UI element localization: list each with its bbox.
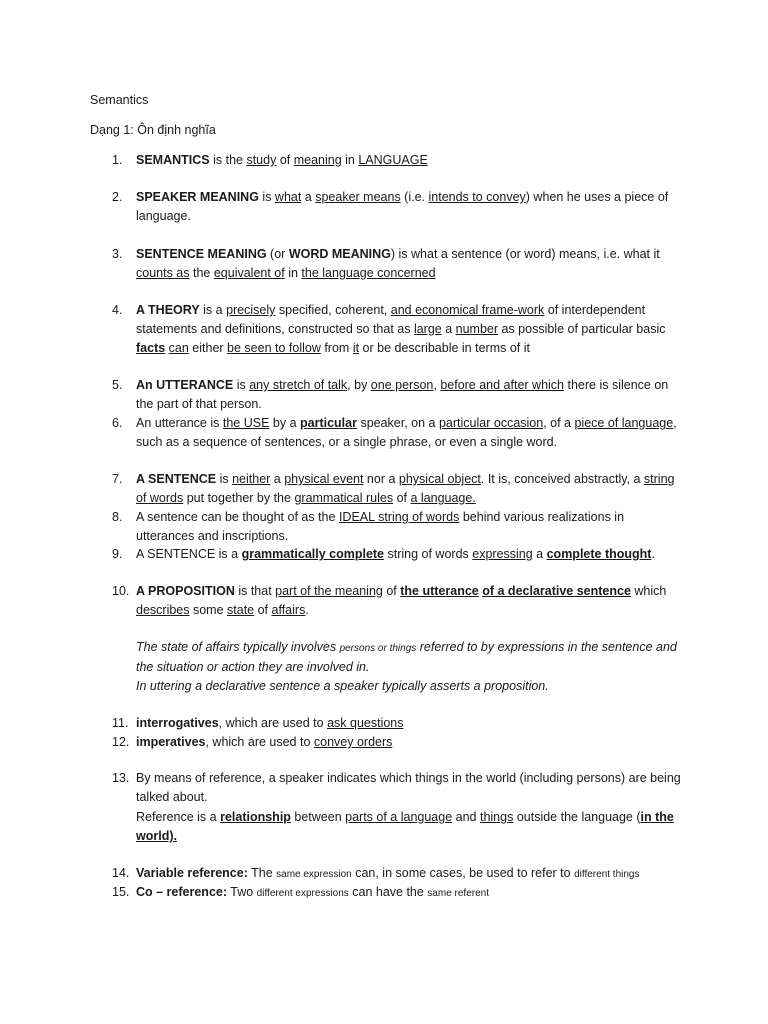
list-item-13 — [112, 769, 682, 807]
list-number: 3. — [112, 247, 123, 261]
text-segment: which — [630, 584, 667, 598]
text-segment: a — [532, 547, 547, 561]
text-segment: , — [433, 378, 441, 392]
list-item-8 — [112, 508, 682, 546]
text-segment: piece of language — [574, 416, 674, 430]
text-segment: any stretch of talk — [249, 378, 348, 392]
text-segment: WORD MEANING — [288, 247, 391, 261]
text-segment: is that — [234, 584, 276, 598]
text-segment: a — [270, 472, 285, 486]
text-segment: Co – reference: — [136, 885, 228, 899]
list-item-text — [136, 245, 682, 283]
text-segment: A THEORY — [136, 303, 200, 317]
text-segment: meaning — [293, 153, 342, 167]
text-segment: is — [258, 190, 275, 204]
text-segment: affairs — [271, 603, 306, 617]
text-segment: physical event — [284, 472, 364, 486]
text-segment: is a — [199, 303, 227, 317]
text-segment: A SENTENCE is a — [136, 547, 242, 561]
list-item-6 — [112, 414, 682, 452]
text-segment: same expression — [276, 869, 352, 880]
list-item-7 — [112, 470, 682, 508]
text-segment: the USE — [222, 416, 270, 430]
text-segment: in the world). — [136, 810, 674, 843]
text-segment: By means of reference, a speaker indicates which things in the world (including persons) are being talked about. — [136, 771, 681, 804]
text-segment: grammatical rules — [294, 491, 394, 505]
text-segment: persons or things — [339, 643, 417, 654]
list-item-12 — [112, 733, 682, 752]
document-title: Semantics — [90, 93, 149, 107]
text-segment: of — [393, 491, 411, 505]
list-item-text — [136, 470, 682, 508]
text-segment: precisely — [226, 303, 276, 317]
text-segment: An utterance is — [136, 416, 223, 430]
italic-note-2 — [136, 677, 696, 696]
text-segment: what — [274, 190, 302, 204]
text-segment: expressing — [472, 547, 533, 561]
list-number: 13. — [112, 771, 130, 785]
text-segment: neither — [232, 472, 271, 486]
text-segment: describes — [136, 603, 190, 617]
list-item-4 — [112, 301, 682, 358]
text-segment: it — [352, 341, 360, 355]
text-segment: put together by the — [183, 491, 295, 505]
list-number: 8. — [112, 510, 123, 524]
text-segment: speaker, on a — [356, 416, 439, 430]
list-number: 1. — [112, 153, 123, 167]
text-segment: A sentence can be thought of as the — [136, 510, 339, 524]
text-segment: in — [341, 153, 359, 167]
text-segment: imperatives — [136, 735, 206, 749]
text-segment: or be describable in terms of it — [359, 341, 530, 355]
text-segment: of interdependent statements and definitions, constructed so that as — [136, 303, 646, 336]
text-segment: one person — [370, 378, 434, 392]
list-item-14 — [112, 864, 682, 884]
list-item-text — [136, 188, 682, 226]
text-segment: study — [246, 153, 277, 167]
text-segment: , which are used to — [218, 716, 328, 730]
text-segment: same referent — [427, 888, 489, 899]
text-segment: speaker means — [315, 190, 401, 204]
list-item-3 — [112, 245, 682, 283]
list-number: 2. — [112, 190, 123, 204]
text-segment: the language concerned — [301, 266, 436, 280]
text-segment: of a declarative sentence — [482, 584, 631, 598]
text-segment: behind various realizations in utterances and inscriptions. — [136, 510, 625, 543]
text-segment: Variable reference: — [136, 866, 248, 880]
list-item-text — [136, 414, 682, 452]
list-item-text — [136, 714, 682, 733]
text-segment: Two — [227, 885, 257, 899]
text-segment: SEMANTICS — [136, 153, 210, 167]
text-segment: SENTENCE MEANING — [136, 247, 267, 261]
text-segment: string of words — [384, 547, 473, 561]
list-item-11 — [112, 714, 682, 733]
text-segment: , which are used to — [205, 735, 314, 749]
text-segment: state — [227, 603, 255, 617]
text-segment: is — [233, 378, 250, 392]
text-segment: string of words — [136, 472, 675, 505]
list-number: 7. — [112, 472, 123, 486]
list-number: 15. — [112, 885, 130, 899]
text-segment: relationship — [220, 810, 291, 824]
text-segment: between — [290, 810, 346, 824]
text-segment: parts of a language — [345, 810, 453, 824]
list-item-1 — [112, 151, 682, 170]
text-segment: some — [189, 603, 228, 617]
text-segment: is — [216, 472, 233, 486]
text-segment: convey orders — [313, 735, 393, 749]
text-segment: LANGUAGE — [358, 153, 428, 167]
text-segment: . — [305, 603, 309, 617]
list-item-text — [136, 508, 682, 546]
list-number: 11. — [112, 716, 129, 730]
list-item-text — [136, 545, 682, 564]
list-item-text — [136, 376, 682, 414]
text-segment: facts — [136, 341, 166, 355]
text-segment: a — [301, 190, 316, 204]
text-segment: can — [168, 341, 189, 355]
text-segment: particular — [300, 416, 357, 430]
list-item-text — [136, 733, 682, 752]
text-segment: , by — [347, 378, 371, 392]
text-segment: be seen to follow — [227, 341, 321, 355]
text-segment: counts as — [136, 266, 190, 280]
list-item-2 — [112, 188, 682, 226]
list-item-text — [136, 151, 682, 170]
list-item-5 — [112, 376, 682, 414]
italic-note-1 — [136, 638, 696, 677]
text-segment: The state of affairs typically involves — [136, 640, 340, 654]
text-segment: intends to convey — [428, 190, 526, 204]
list-number: 9. — [112, 547, 123, 561]
text-segment: the utterance — [400, 584, 479, 598]
text-segment: and — [452, 810, 480, 824]
list-item-text — [136, 582, 682, 620]
text-segment: part of the meaning — [275, 584, 383, 598]
reference-definition — [136, 808, 696, 846]
text-segment: Reference is a — [136, 810, 221, 824]
text-segment: as possible of particular basic — [498, 322, 666, 336]
text-segment: different expressions — [256, 888, 349, 899]
text-segment: , of a — [543, 416, 575, 430]
text-segment: before and after which — [440, 378, 565, 392]
list-number: 14. — [112, 866, 130, 880]
text-segment: In uttering a declarative sentence a speaker typically asserts a proposition. — [136, 679, 549, 693]
list-item-10 — [112, 582, 682, 620]
list-item-9 — [112, 545, 682, 564]
text-segment: ask questions — [327, 716, 404, 730]
text-segment: different things — [574, 869, 640, 880]
list-number: 6. — [112, 416, 123, 430]
list-item-text — [136, 301, 682, 358]
text-segment: can, in some cases, be used to refer to — [351, 866, 575, 880]
list-item-15 — [112, 883, 682, 903]
text-segment: ) when he uses a piece of language. — [136, 190, 669, 223]
text-segment: either — [188, 341, 228, 355]
text-segment: of — [276, 153, 294, 167]
text-segment: can have the — [348, 885, 428, 899]
text-segment: (i.e. — [400, 190, 429, 204]
text-segment: grammatically complete — [241, 547, 385, 561]
text-segment: (or — [266, 247, 289, 261]
text-segment: and economical frame-work — [390, 303, 545, 317]
list-item-text — [136, 883, 682, 903]
text-segment: large — [413, 322, 442, 336]
text-segment: ) is what a sentence (or word) means, i.e. what it — [390, 247, 660, 261]
list-number: 5. — [112, 378, 123, 392]
text-segment: An UTTERANCE — [136, 378, 234, 392]
text-segment: , such as a sequence of sentences, or a single phrase, or even a single word. — [136, 416, 677, 449]
list-number: 4. — [112, 303, 123, 317]
text-segment: A PROPOSITION — [136, 584, 235, 598]
text-segment: equivalent of — [213, 266, 285, 280]
text-segment: A SENTENCE — [136, 472, 217, 486]
text-segment: from — [320, 341, 353, 355]
text-segment: of — [382, 584, 401, 598]
text-segment: in — [284, 266, 302, 280]
text-segment: by a — [269, 416, 300, 430]
text-segment: is the — [209, 153, 247, 167]
text-segment: there is silence on the part of that person. — [136, 378, 669, 411]
text-segment: outside the language ( — [513, 810, 641, 824]
list-item-text — [136, 769, 682, 807]
text-segment: IDEAL string of words — [338, 510, 460, 524]
list-number: 10. — [112, 584, 130, 598]
text-segment: a language. — [410, 491, 476, 505]
list-item-text — [136, 864, 682, 884]
text-segment: of — [254, 603, 272, 617]
text-segment: The — [247, 866, 277, 880]
text-segment: . It is, conceived abstractly, a — [480, 472, 644, 486]
text-segment: nor a — [363, 472, 399, 486]
text-segment: specified, coherent, — [275, 303, 391, 317]
text-segment: the — [189, 266, 214, 280]
text-segment: complete thought — [546, 547, 652, 561]
document-subtitle: Dạng 1: Ôn định nghĩa — [90, 123, 216, 137]
list-number: 12. — [112, 735, 130, 749]
text-segment: a — [441, 322, 456, 336]
text-segment: referred to by expressions in the sentence and the situation or action they are involved in. — [136, 640, 677, 674]
text-segment: number — [455, 322, 499, 336]
text-segment: interrogatives — [136, 716, 219, 730]
text-segment: physical object — [398, 472, 481, 486]
text-segment: SPEAKER MEANING — [136, 190, 259, 204]
text-segment: particular occasion — [438, 416, 544, 430]
text-segment: . — [651, 547, 655, 561]
text-segment: things — [479, 810, 514, 824]
